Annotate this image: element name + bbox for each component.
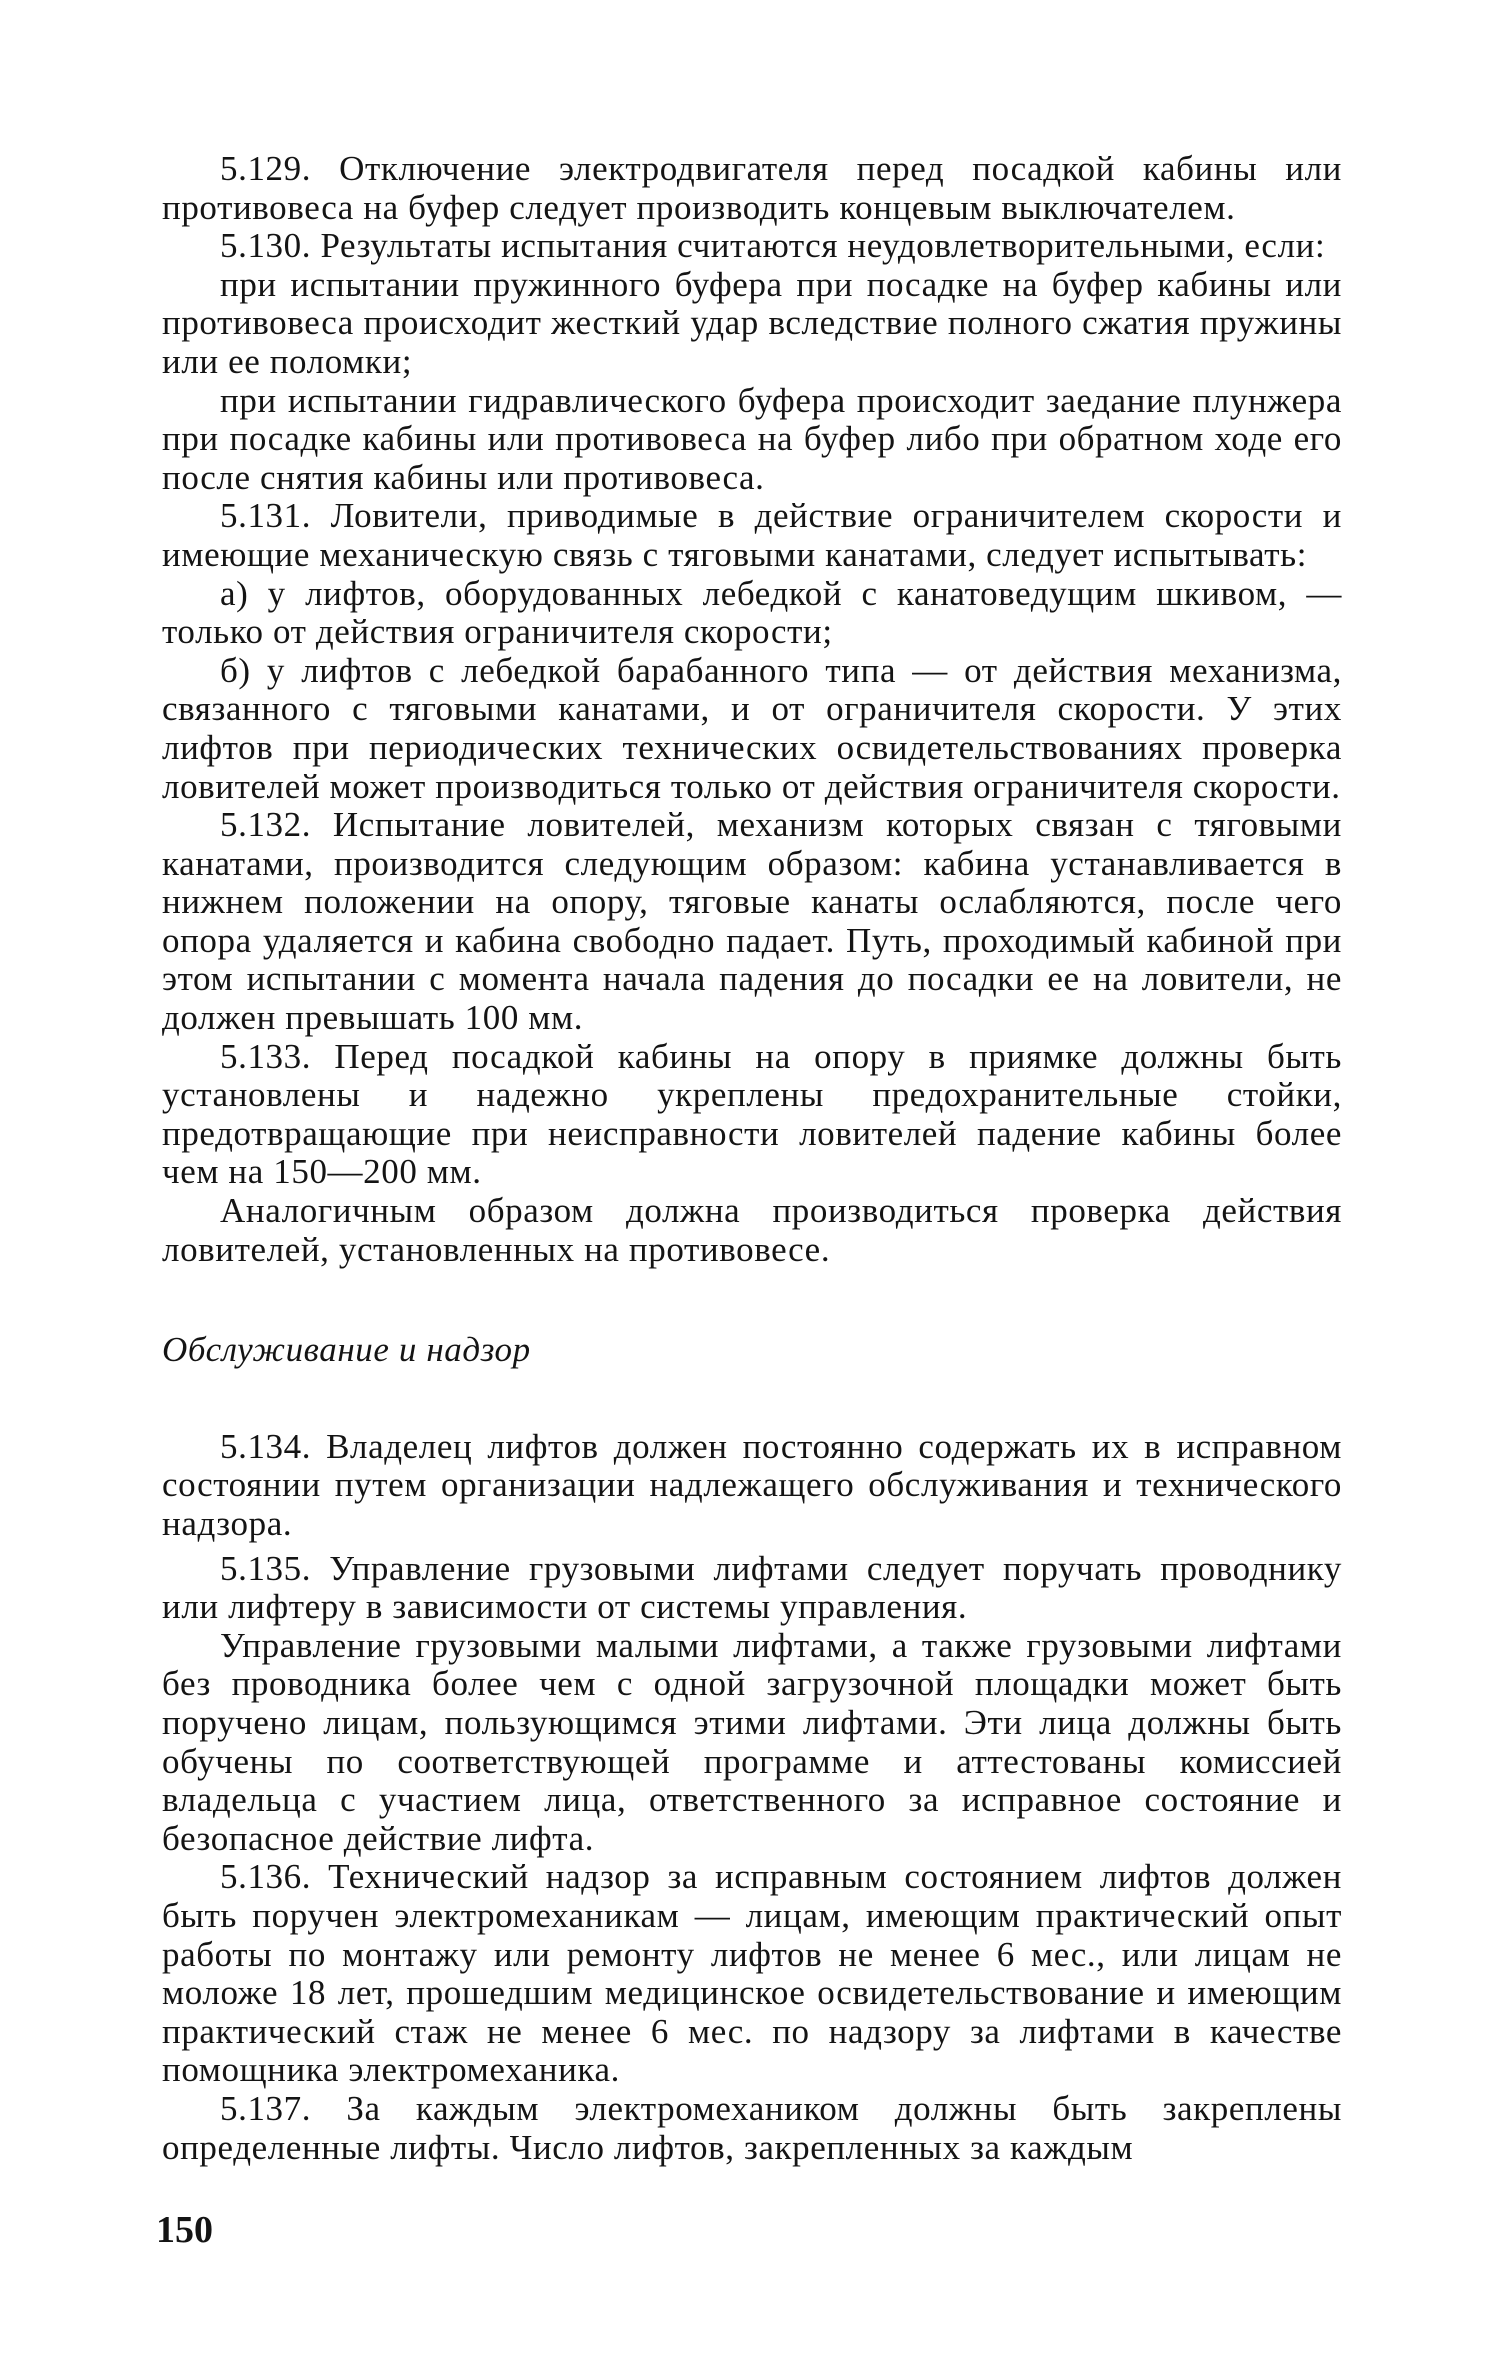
paragraph-spring-buffer: при испытании пружинного буфера при посадке на буфер кабины или противовеса происходит жесткий удар вследствие полного сжатия пружины или ее поломки; bbox=[162, 264, 1342, 381]
body-text bbox=[162, 150, 1342, 2167]
paragraph-5-132: 5.132. Испытание ловителей, механизм которых связан с тяговыми канатами, производится следующим образом: кабина устанавливается в нижнем положении на опору, тяговые канаты ослабляются, после чего опора удаляется и кабина свободно падает. Путь, проходимый кабиной при этом испытании с момента начала падения до посадки ее на ловители, не должен превышать 100 мм. bbox=[162, 805, 1342, 1038]
paragraph-5-131: 5.131. Ловители, приводимые в действие ограничителем скорости и имеющие механическую связь с тяговыми канатами, следует испытывать: bbox=[162, 496, 1342, 574]
page-number: 150 bbox=[156, 2209, 213, 2251]
paragraph-5-130: 5.130. Результаты испытания считаются неудовлетворительными, если: bbox=[220, 226, 1326, 266]
paragraph-5-136: 5.136. Технический надзор за исправным состоянием лифтов должен быть поручен электромеханикам — лицам, имеющим практический опыт работы по монтажу или ремонту лифтов не менее 6 мес., или лицам не моложе 18 лет, прошедшим медицинское освидетельствование и имеющим практический стаж не менее 6 мес. по надзору за лифтами в качестве помощника электромеханика. bbox=[162, 1857, 1342, 2090]
section-heading: Обслуживание и надзор bbox=[162, 1330, 531, 1370]
paragraph-5-133: 5.133. Перед посадкой кабины на опору в приямке должны быть установлены и надежно укреплены предохранительные стойки, предотвращающие при неисправности ловителей падение кабины более чем на 150—200 мм. bbox=[162, 1036, 1342, 1192]
paragraph-5-134: 5.134. Владелец лифтов должен постоянно содержать их в исправном состоянии путем организации надлежащего обслуживания и технического надзора. bbox=[162, 1426, 1342, 1543]
paragraph-5-137: 5.137. За каждым электромехаником должны быть закреплены определенные лифты. Число лифтов, закрепленных за каждым bbox=[162, 2088, 1342, 2167]
paragraph-5-135: 5.135. Управление грузовыми лифтами следует поручать проводнику или лифтеру в зависимости от системы управления. bbox=[162, 1548, 1342, 1627]
paragraph-hydraulic-buffer: при испытании гидравлического буфера происходит заедание плунжера при посадке кабины или противовеса на буфер либо при обратном ходе его после снятия кабины или противовеса. bbox=[162, 380, 1342, 497]
paragraph-5-129: 5.129. Отключение электродвигателя перед посадкой кабины или противовеса на буфер следует производить концевым выключателем. bbox=[162, 149, 1342, 227]
paragraph-item-b: б) у лифтов с лебедкой барабанного типа — от действия механизма, связанного с тяговыми канатами, и от ограничителя скорости. У этих лифтов при периодических технических освидетельствованиях проверка ловителей может производиться только от действия ограничителя скорости. bbox=[162, 650, 1342, 806]
paragraph-counterweight-check: Аналогичным образом должна производиться проверка действия ловителей, установленных на противовесе. bbox=[162, 1191, 1342, 1269]
paragraph-freight-control: Управление грузовыми малыми лифтами, а также грузовыми лифтами без проводника более чем с одной загрузочной площадки может быть поручено лицам, пользующимся этими лифтами. Эти лица должны быть обучены по соответствующей программе и аттестованы комиссией владельца с участием лица, ответственного за исправное состояние и безопасное действие лифта. bbox=[162, 1625, 1342, 1858]
paragraph-item-a: а) у лифтов, оборудованных лебедкой с канатоведущим шкивом, — только от действия ограничителя скорости; bbox=[162, 573, 1342, 652]
